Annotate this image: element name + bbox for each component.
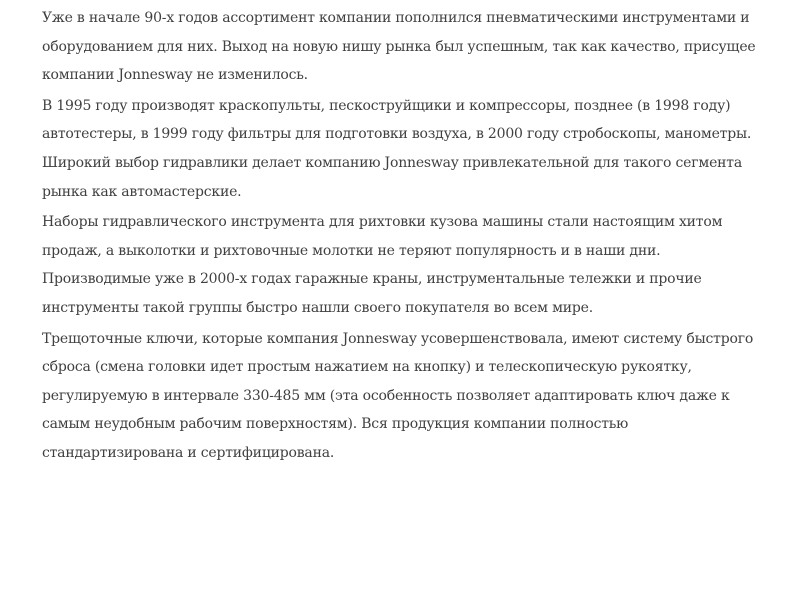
paragraph-ratchet-keys: Трещоточные ключи, которые компания Jonnesway усовершенствовала, имеют систему быстрого сброса (смена головки идет простым нажатием на кнопку) и телескопическую рукоятку, регулируемую в интервале 330-485 мм (эта особенность позволяет адаптировать ключ даже к самым неудобным рабочим поверхностям). Вся продукция компании полностью стандартизирована и сертифицирована.	[42, 330, 754, 461]
document-body	[42, 4, 758, 470]
paragraph-hydraulic-tools: Наборы гидравлического инструмента для рихтовки кузова машины стали настоящим хитом продаж, а выколотки и рихтовочные молотки не теряют популярность и в наши дни. Производимые уже в 2000-х годах гаражные краны, инструментальные тележки и прочие инструменты такой группы быстро нашли своего покупателя во всем мире.	[42, 214, 723, 316]
paragraph-pneumatic-tools: Уже в начале 90-х годов ассортимент компании пополнился пневматическими инструментами и оборудованием для них. Выход на новую нишу рынка был успешным, так как качество, присущее компании Jonnesway не изменилось.	[42, 10, 756, 84]
paragraph-product-history: В 1995 году производят краскопульты, пескоструйщики и компрессоры, позднее (в 1998 году) автотестеры, в 1999 году фильтры для подготовки воздуха, в 2000 году стробоскопы, манометры. Широкий выбор гидравлики делает компанию Jonnesway привлекательной для такого сегмента рынка как автомастерские.	[42, 97, 752, 200]
